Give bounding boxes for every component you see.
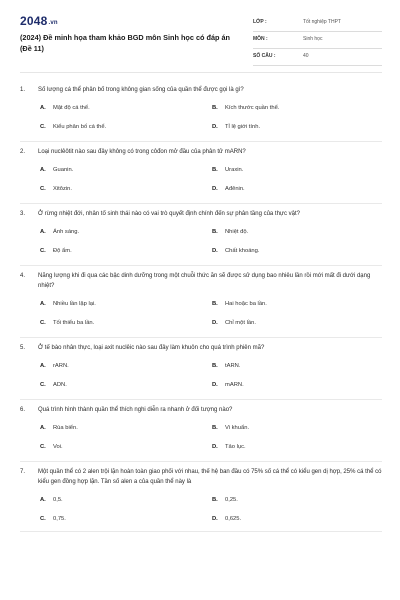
option-letter: C.: [40, 444, 46, 450]
question-number: 4.: [20, 273, 26, 279]
question-number: 6.: [20, 407, 26, 413]
option-text: Chỉ một lần.: [225, 320, 256, 326]
option-letter: B.: [212, 425, 218, 431]
question-2: [20, 142, 382, 204]
option-text: ADN.: [53, 382, 67, 388]
meta-value: Sinh học: [303, 36, 323, 42]
meta-value: Tốt nghiệp THPT: [303, 19, 341, 25]
option-text: 0,75.: [53, 516, 66, 522]
option-letter: C.: [40, 186, 46, 192]
option-letter: A.: [40, 301, 46, 307]
question-stem: [20, 467, 382, 487]
meta-row-subject: [253, 34, 382, 49]
answer-option[interactable]: [212, 357, 384, 376]
answer-option[interactable]: [40, 491, 212, 510]
option-letter: A.: [40, 229, 46, 235]
question-number: 3.: [20, 211, 26, 217]
answer-option[interactable]: [212, 314, 384, 333]
answer-option[interactable]: [40, 242, 212, 261]
option-text: Guanin.: [53, 167, 74, 173]
option-text: Hai hoặc ba lần.: [225, 301, 267, 307]
question-stem: [20, 343, 382, 353]
option-text: 0,25.: [225, 497, 238, 503]
question-text: Ở tế bào nhân thực, loại axit nuclêic nào sau đây làm khuôn cho quá trình phiên mã?: [38, 345, 265, 351]
option-text: 0,625.: [225, 516, 242, 522]
option-letter: D.: [212, 444, 218, 450]
answer-option[interactable]: [212, 118, 384, 137]
option-text: Tỉ lệ giới tính.: [225, 124, 261, 130]
option-text: Nhiệt độ.: [225, 229, 249, 235]
answer-option[interactable]: [40, 161, 212, 180]
option-text: Mật độ cá thể.: [53, 105, 90, 111]
answer-option[interactable]: [40, 438, 212, 457]
option-letter: D.: [212, 124, 218, 130]
option-text: Độ ẩm.: [53, 248, 72, 254]
option-letter: D.: [212, 186, 218, 192]
option-letter: B.: [212, 167, 218, 173]
question-1: [20, 80, 382, 142]
meta-label: MÔN :: [253, 36, 268, 42]
question-number: 5.: [20, 345, 26, 351]
option-letter: B.: [212, 301, 218, 307]
option-text: Chất khoáng.: [225, 248, 260, 254]
header-divider: [20, 72, 382, 73]
option-letter: B.: [212, 105, 218, 111]
question-text: Ở rừng nhiệt đới, nhân tố sinh thái nào có vai trò quyết định chính đến sự phân tầng của thực vật?: [38, 211, 300, 217]
option-text: 0,5.: [53, 497, 63, 503]
option-letter: D.: [212, 382, 218, 388]
option-text: Ađênin.: [225, 186, 245, 192]
answer-option[interactable]: [40, 314, 212, 333]
answer-option[interactable]: [40, 99, 212, 118]
answer-options: [20, 295, 382, 333]
question-stem: [20, 147, 382, 157]
answer-options: [20, 161, 382, 199]
answer-option[interactable]: [212, 161, 384, 180]
option-letter: C.: [40, 320, 46, 326]
answer-option[interactable]: [212, 295, 384, 314]
option-text: tARN.: [225, 363, 241, 369]
option-letter: D.: [212, 320, 218, 326]
answer-option[interactable]: [212, 491, 384, 510]
option-text: Ánh sáng.: [53, 229, 80, 235]
answer-option[interactable]: [40, 223, 212, 242]
question-text: Số lượng cá thể phân bố trong không gian sống của quần thể được gọi là gì?: [38, 87, 244, 93]
answer-option[interactable]: [212, 510, 384, 529]
answer-option[interactable]: [40, 357, 212, 376]
option-text: Xitôzin.: [53, 186, 73, 192]
answer-option[interactable]: [40, 118, 212, 137]
option-text: Tối thiểu ba lần.: [53, 320, 95, 326]
question-number: 1.: [20, 87, 26, 93]
answer-option[interactable]: [212, 438, 384, 457]
option-letter: A.: [40, 105, 46, 111]
option-text: Kiểu phân bố cá thể.: [53, 124, 107, 130]
option-text: Kích thước quần thể.: [225, 105, 280, 111]
option-letter: B.: [212, 497, 218, 503]
question-stem: [20, 85, 382, 95]
answer-option[interactable]: [212, 242, 384, 261]
question-text: Quá trình hình thành quần thể thích nghi diễn ra nhanh ở đối tượng nào?: [38, 407, 233, 413]
answer-options: [20, 357, 382, 395]
option-letter: C.: [40, 516, 46, 522]
logo-main: 2048: [20, 14, 48, 28]
option-text: rARN.: [53, 363, 69, 369]
option-text: Tảo lục.: [225, 444, 246, 450]
question-5: [20, 338, 382, 400]
meta-row-class: [253, 17, 382, 32]
meta-row-question-count: [253, 51, 382, 66]
question-text: Loại nuclêôtit nào sau đây không có trong côđon mở đầu của phân tử mARN?: [38, 149, 246, 155]
answer-options: [20, 491, 382, 529]
answer-option[interactable]: [212, 419, 384, 438]
question-6: [20, 400, 382, 462]
option-letter: B.: [212, 363, 218, 369]
option-letter: C.: [40, 382, 46, 388]
option-text: Voi.: [53, 444, 63, 450]
option-letter: D.: [212, 516, 218, 522]
option-letter: A.: [40, 167, 46, 173]
option-letter: C.: [40, 248, 46, 254]
answer-option[interactable]: [40, 295, 212, 314]
answer-options: [20, 419, 382, 457]
answer-options: [20, 99, 382, 137]
question-number: 7.: [20, 469, 26, 475]
answer-option[interactable]: [212, 99, 384, 118]
answer-option[interactable]: [40, 510, 212, 529]
logo-tld: .vn: [48, 20, 58, 26]
meta-label: SỐ CÂU :: [253, 53, 276, 59]
question-text: Năng lượng khi đi qua các bậc dinh dưỡng trong một chuỗi thức ăn sẽ được sử dụng bao nhiêu lần rồi mới mất đi dưới dạng nhiệt?: [38, 273, 371, 289]
option-letter: B.: [212, 229, 218, 235]
option-text: Rùa biển.: [53, 425, 78, 431]
question-list: [20, 80, 382, 532]
option-letter: C.: [40, 124, 46, 130]
question-text: Một quần thể có 2 alen trội lặn hoàn toàn giao phối với nhau, thế hệ ban đầu có 75% số cá thể có kiểu gen dị hợp, 25% cá thể có kiểu gen đồng hợp lặn. Tần số alen a của quần thể này là: [38, 469, 382, 485]
option-letter: A.: [40, 363, 46, 369]
meta-value: 40: [303, 53, 309, 59]
option-letter: D.: [212, 248, 218, 254]
question-3: [20, 204, 382, 266]
option-text: Uraxin.: [225, 167, 244, 173]
answer-option[interactable]: [212, 223, 384, 242]
option-letter: A.: [40, 497, 46, 503]
document-header: [20, 14, 382, 68]
option-letter: A.: [40, 425, 46, 431]
question-stem: [20, 209, 382, 219]
meta-label: LỚP :: [253, 19, 267, 25]
option-text: mARN.: [225, 382, 244, 388]
answer-option[interactable]: [212, 180, 384, 199]
answer-option[interactable]: [40, 376, 212, 395]
question-number: 2.: [20, 149, 26, 155]
option-text: Vi khuẩn.: [225, 425, 250, 431]
answer-option[interactable]: [212, 376, 384, 395]
document-title: (2024) Đề minh họa tham khảo BGD môn Sinh học có đáp án (Đề 11): [20, 33, 231, 53]
question-stem: [20, 271, 382, 291]
question-stem: [20, 405, 382, 415]
exam-meta: [253, 17, 382, 68]
answer-option[interactable]: [40, 180, 212, 199]
answer-option[interactable]: [40, 419, 212, 438]
site-logo[interactable]: [20, 14, 58, 28]
answer-options: [20, 223, 382, 261]
question-7: [20, 462, 382, 532]
question-4: [20, 266, 382, 338]
option-text: Nhiều lần lặp lại.: [53, 301, 96, 307]
